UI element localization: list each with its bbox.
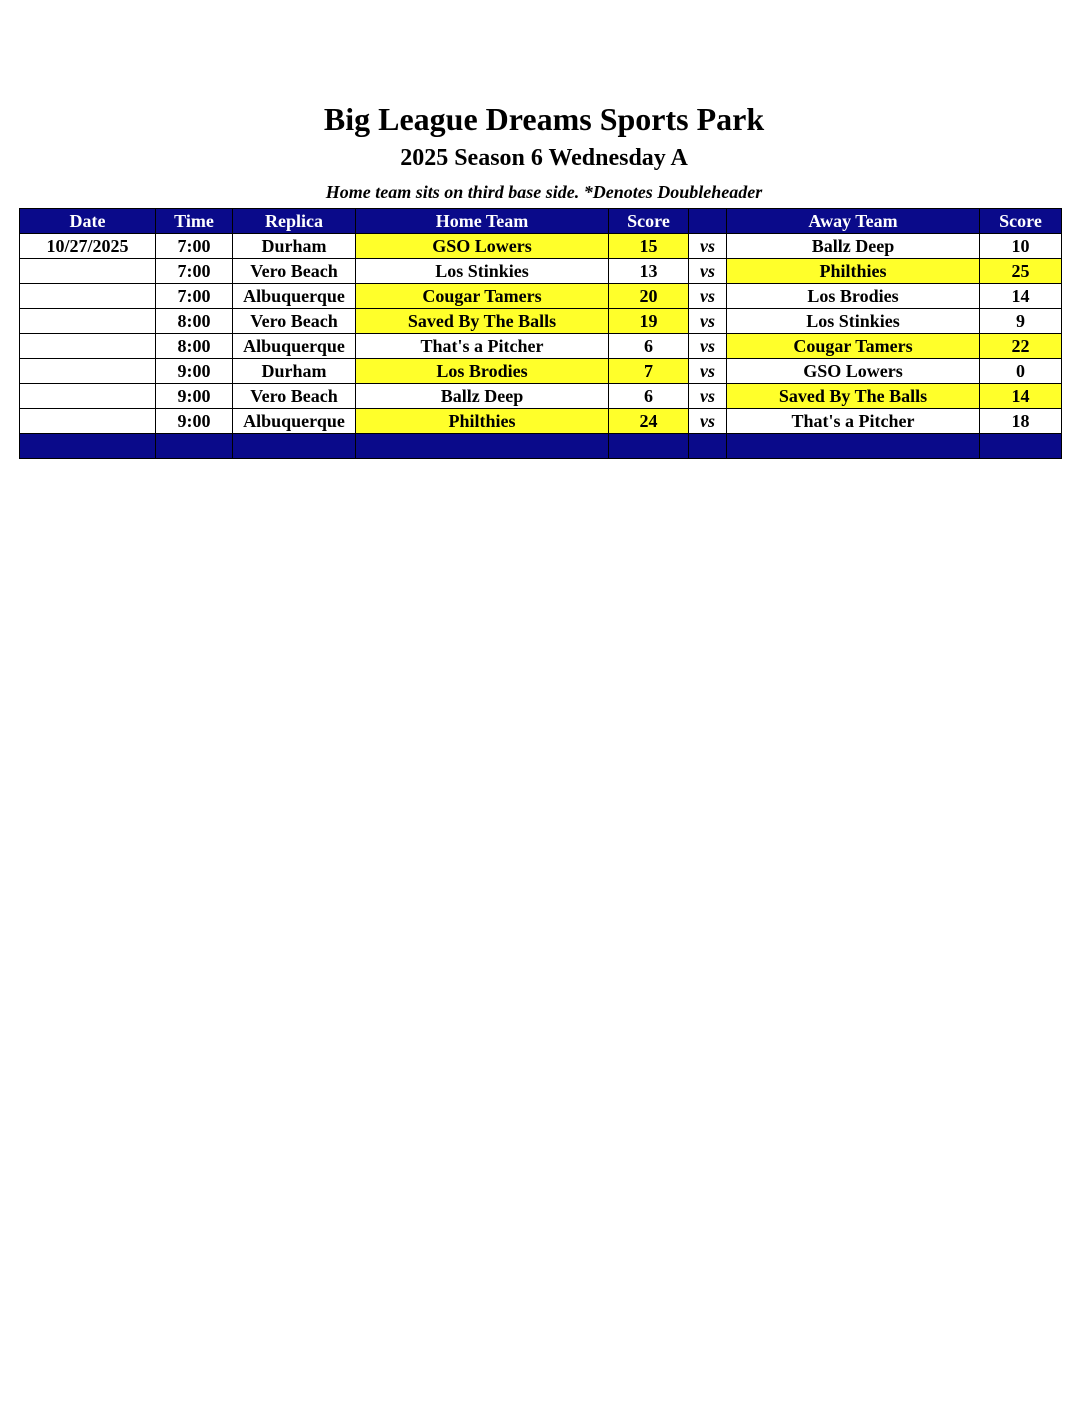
cell-date: 10/27/2025 (20, 234, 156, 259)
footer-cell (609, 434, 689, 459)
cell-replica: Vero Beach (233, 309, 356, 334)
table-row (20, 334, 1062, 359)
cell-away-team: Los Brodies (727, 284, 980, 309)
cell-replica: Albuquerque (233, 334, 356, 359)
table-row (20, 384, 1062, 409)
cell-vs: vs (689, 334, 727, 359)
cell-home-team: Los Brodies (356, 359, 609, 384)
cell-away-team: Saved By The Balls (727, 384, 980, 409)
cell-replica: Albuquerque (233, 284, 356, 309)
cell-time: 8:00 (156, 309, 233, 334)
footer-cell (20, 434, 156, 459)
footer-cell (689, 434, 727, 459)
cell-away-score: 9 (980, 309, 1062, 334)
footer-cell (156, 434, 233, 459)
cell-time: 9:00 (156, 384, 233, 409)
cell-home-score: 20 (609, 284, 689, 309)
col-header-home-score: Score (609, 209, 689, 234)
cell-away-score: 0 (980, 359, 1062, 384)
table-row (20, 309, 1062, 334)
cell-home-score: 24 (609, 409, 689, 434)
page-title: Big League Dreams Sports Park (323, 101, 765, 137)
cell-vs: vs (689, 309, 727, 334)
schedule-table (19, 208, 1062, 459)
col-header-vs (689, 209, 727, 234)
cell-away-team: Ballz Deep (727, 234, 980, 259)
cell-date (20, 334, 156, 359)
col-header-date: Date (20, 209, 156, 234)
cell-time: 9:00 (156, 359, 233, 384)
table-row (20, 234, 1062, 259)
col-header-away-team: Away Team (727, 209, 980, 234)
cell-away-team: Los Stinkies (727, 309, 980, 334)
cell-vs: vs (689, 409, 727, 434)
cell-home-score: 19 (609, 309, 689, 334)
cell-home-team: That's a Pitcher (356, 334, 609, 359)
cell-home-score: 15 (609, 234, 689, 259)
cell-vs: vs (689, 284, 727, 309)
cell-date (20, 384, 156, 409)
cell-replica: Durham (233, 234, 356, 259)
cell-replica: Vero Beach (233, 259, 356, 284)
cell-time: 9:00 (156, 409, 233, 434)
cell-away-score: 14 (980, 284, 1062, 309)
cell-away-team: Cougar Tamers (727, 334, 980, 359)
cell-away-score: 14 (980, 384, 1062, 409)
footer-cell (233, 434, 356, 459)
cell-away-score: 22 (980, 334, 1062, 359)
table-row (20, 259, 1062, 284)
cell-date (20, 409, 156, 434)
col-header-replica: Replica (233, 209, 356, 234)
footer-cell (356, 434, 609, 459)
cell-date (20, 359, 156, 384)
cell-home-team: Philthies (356, 409, 609, 434)
cell-away-score: 10 (980, 234, 1062, 259)
cell-replica: Vero Beach (233, 384, 356, 409)
cell-time: 7:00 (156, 259, 233, 284)
cell-vs: vs (689, 384, 727, 409)
footer-cell (727, 434, 980, 459)
cell-replica: Albuquerque (233, 409, 356, 434)
cell-home-team: GSO Lowers (356, 234, 609, 259)
footer-cell (980, 434, 1062, 459)
cell-date (20, 284, 156, 309)
cell-time: 7:00 (156, 234, 233, 259)
cell-vs: vs (689, 234, 727, 259)
cell-away-team: Philthies (727, 259, 980, 284)
cell-home-score: 13 (609, 259, 689, 284)
table-row (20, 359, 1062, 384)
table-row (20, 409, 1062, 434)
cell-away-score: 18 (980, 409, 1062, 434)
cell-home-team: Ballz Deep (356, 384, 609, 409)
cell-away-team: That's a Pitcher (727, 409, 980, 434)
cell-away-score: 25 (980, 259, 1062, 284)
header-row (20, 209, 1062, 234)
page-subtitle: 2025 Season 6 Wednesday A (400, 145, 688, 171)
cell-date (20, 259, 156, 284)
col-header-home-team: Home Team (356, 209, 609, 234)
cell-away-team: GSO Lowers (727, 359, 980, 384)
cell-home-team: Saved By The Balls (356, 309, 609, 334)
cell-home-score: 7 (609, 359, 689, 384)
cell-home-team: Cougar Tamers (356, 284, 609, 309)
cell-time: 7:00 (156, 284, 233, 309)
cell-vs: vs (689, 259, 727, 284)
cell-home-score: 6 (609, 384, 689, 409)
cell-vs: vs (689, 359, 727, 384)
footer-bar (20, 434, 1062, 459)
cell-home-team: Los Stinkies (356, 259, 609, 284)
table-row (20, 284, 1062, 309)
cell-date (20, 309, 156, 334)
cell-replica: Durham (233, 359, 356, 384)
col-header-away-score: Score (980, 209, 1062, 234)
cell-home-score: 6 (609, 334, 689, 359)
cell-time: 8:00 (156, 334, 233, 359)
col-header-time: Time (156, 209, 233, 234)
doubleheader-note: Home team sits on third base side. *Denotes Doubleheader (325, 182, 763, 202)
